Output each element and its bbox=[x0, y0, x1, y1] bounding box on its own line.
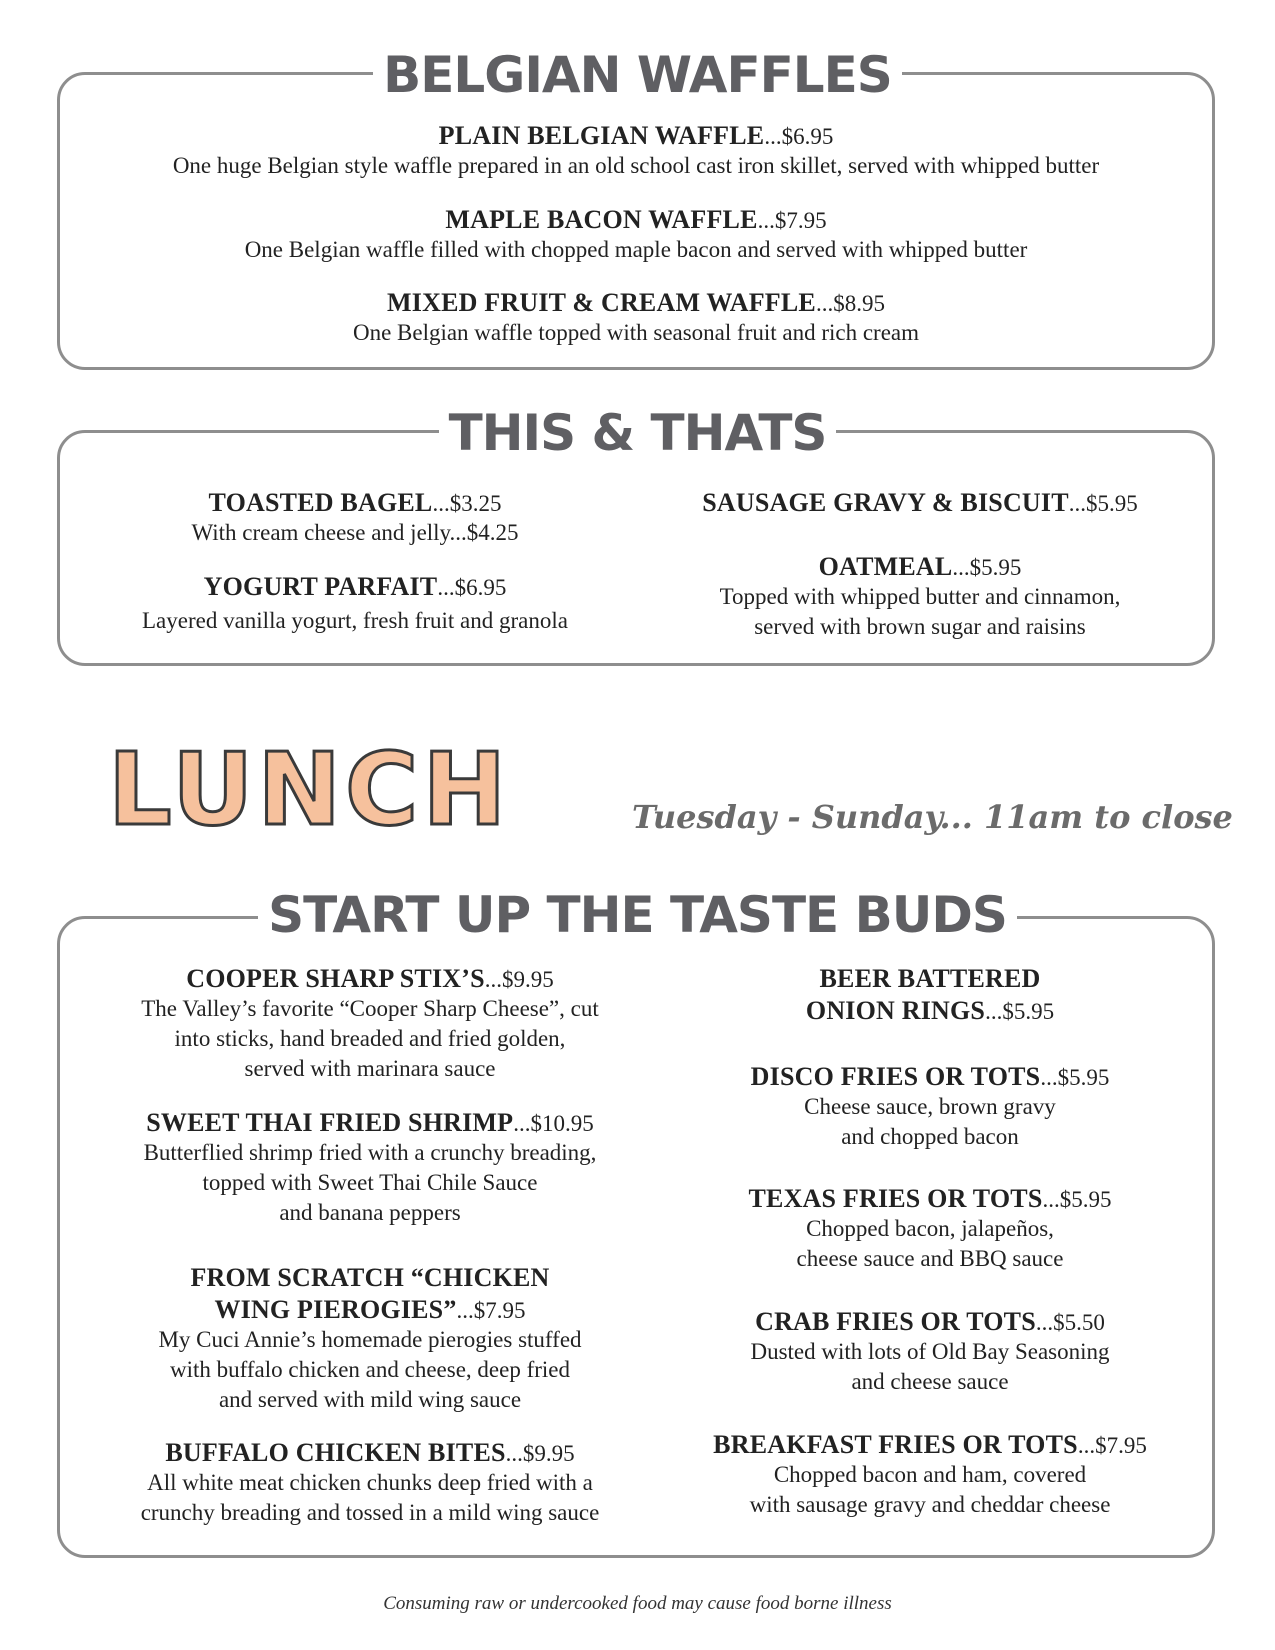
item-description: Butterflied shrimp fried with a crunchy breading, bbox=[143, 1140, 597, 1165]
item-name: BUFFALO CHICKEN BITES bbox=[165, 1438, 506, 1467]
item-price: ...$10.95 bbox=[513, 1111, 594, 1136]
menu-item-oatmeal bbox=[650, 552, 1190, 642]
lunch-heading: LUNCH bbox=[108, 731, 511, 848]
menu-item-disco-fries bbox=[660, 1062, 1200, 1152]
item-description: The Valley’s favorite “Cooper Sharp Cheese”, cut bbox=[141, 996, 599, 1021]
item-description: into sticks, hand breaded and fried golden, bbox=[174, 1026, 566, 1051]
item-name: YOGURT PARFAIT bbox=[203, 572, 438, 601]
item-price: ...$9.95 bbox=[484, 967, 554, 992]
item-description: with buffalo chicken and cheese, deep fried bbox=[170, 1357, 570, 1382]
menu-item-fruit-cream-waffle bbox=[60, 288, 1212, 348]
item-price: ...$5.95 bbox=[985, 999, 1055, 1024]
item-price: ...$5.50 bbox=[1035, 1310, 1105, 1335]
item-description: One Belgian waffle topped with seasonal fruit and rich cream bbox=[352, 320, 920, 345]
item-price: ...$7.95 bbox=[1077, 1433, 1147, 1458]
item-description: My Cuci Annie’s homemade pierogies stuffed bbox=[158, 1327, 582, 1352]
menu-item-onion-rings bbox=[660, 964, 1200, 1026]
item-name: WING PIEROGIES” bbox=[214, 1295, 457, 1324]
menu-item-sausage-gravy-biscuit bbox=[650, 488, 1190, 518]
menu-item-cooper-sharp-stixs bbox=[85, 964, 655, 1084]
item-description: Chopped bacon, jalapeños, bbox=[806, 1216, 1054, 1241]
lunch-hours: Tuesday - Sunday... 11am to close bbox=[632, 798, 1233, 836]
item-description: Chopped bacon and ham, covered bbox=[773, 1462, 1087, 1487]
item-name: SWEET THAI FRIED SHRIMP bbox=[146, 1108, 514, 1137]
thisthats-title: THIS & THATS bbox=[0, 408, 1275, 458]
item-description: cheese sauce and BBQ sauce bbox=[796, 1246, 1064, 1271]
item-name: MAPLE BACON WAFFLE bbox=[445, 205, 758, 234]
item-name: DISCO FRIES OR TOTS bbox=[750, 1062, 1041, 1091]
item-price: ...$6.95 bbox=[437, 575, 507, 600]
item-price: ...$5.95 bbox=[1042, 1187, 1112, 1212]
menu-item-yogurt-parfait bbox=[90, 572, 620, 636]
item-price: ...$5.95 bbox=[1068, 491, 1138, 516]
item-description: All white meat chicken chunks deep fried with a bbox=[147, 1470, 593, 1495]
item-price: ...$7.95 bbox=[456, 1298, 526, 1323]
item-price: ...$5.95 bbox=[952, 555, 1022, 580]
item-name: OATMEAL bbox=[818, 552, 953, 581]
item-description: Topped with whipped butter and cinnamon, bbox=[719, 584, 1121, 609]
item-description: and chopped bacon bbox=[841, 1124, 1019, 1149]
menu-item-breakfast-fries bbox=[660, 1430, 1200, 1520]
item-name: BEER BATTERED bbox=[819, 964, 1041, 993]
item-name: COOPER SHARP STIX’S bbox=[186, 964, 485, 993]
item-price: ...$9.95 bbox=[505, 1441, 575, 1466]
item-description: crunchy breading and tossed in a mild wing sauce bbox=[140, 1500, 600, 1525]
menu-item-texas-fries bbox=[660, 1184, 1200, 1274]
item-name: SAUSAGE GRAVY & BISCUIT bbox=[702, 488, 1069, 517]
item-description: One huge Belgian style waffle prepared in an old school cast iron skillet, served with whipped butter bbox=[172, 153, 1100, 178]
item-name: CRAB FRIES OR TOTS bbox=[755, 1307, 1036, 1336]
item-description: and banana peppers bbox=[279, 1200, 461, 1225]
item-price: ...$3.25 bbox=[432, 491, 502, 516]
menu-item-sweet-thai-shrimp bbox=[85, 1108, 655, 1228]
menu-item-plain-waffle bbox=[60, 121, 1212, 181]
item-name: TOASTED BAGEL bbox=[208, 488, 433, 517]
item-name: FROM SCRATCH “CHICKEN bbox=[190, 1263, 550, 1292]
menu-item-toasted-bagel bbox=[90, 488, 620, 548]
tastebuds-title: START UP THE TASTE BUDS bbox=[0, 890, 1275, 940]
food-safety-notice: Consuming raw or undercooked food may cause food borne illness bbox=[383, 1593, 892, 1614]
item-description: One Belgian waffle filled with chopped maple bacon and served with whipped butter bbox=[244, 237, 1028, 262]
item-description: Dusted with lots of Old Bay Seasoning bbox=[750, 1339, 1110, 1364]
item-name: ONION RINGS bbox=[805, 996, 986, 1025]
menu-item-chicken-wing-pierogies bbox=[85, 1263, 655, 1415]
menu-item-crab-fries bbox=[660, 1307, 1200, 1397]
menu-item-buffalo-chicken-bites bbox=[85, 1438, 655, 1528]
item-name: PLAIN BELGIAN WAFFLE bbox=[438, 121, 765, 150]
item-description: served with brown sugar and raisins bbox=[754, 614, 1086, 639]
item-description: with sausage gravy and cheddar cheese bbox=[749, 1492, 1111, 1517]
item-description: and served with mild wing sauce bbox=[218, 1387, 522, 1412]
item-price: ...$5.95 bbox=[1040, 1065, 1110, 1090]
item-description: and cheese sauce bbox=[851, 1369, 1009, 1394]
item-price: ...$6.95 bbox=[764, 124, 834, 149]
item-description: Cheese sauce, brown gravy bbox=[804, 1094, 1056, 1119]
item-description: topped with Sweet Thai Chile Sauce bbox=[202, 1170, 538, 1195]
item-description: Layered vanilla yogurt, fresh fruit and granola bbox=[142, 608, 568, 633]
menu-item-maple-bacon-waffle bbox=[60, 205, 1212, 265]
item-price: ...$7.95 bbox=[757, 208, 827, 233]
item-name: BREAKFAST FRIES OR TOTS bbox=[713, 1430, 1078, 1459]
item-name: TEXAS FRIES OR TOTS bbox=[748, 1184, 1043, 1213]
item-description: With cream cheese and jelly...$4.25 bbox=[191, 520, 519, 545]
item-price: ...$8.95 bbox=[815, 291, 885, 316]
item-name: MIXED FRUIT & CREAM WAFFLE bbox=[387, 288, 816, 317]
waffles-title: BELGIAN WAFFLES bbox=[0, 50, 1275, 100]
item-description: served with marinara sauce bbox=[244, 1056, 496, 1081]
